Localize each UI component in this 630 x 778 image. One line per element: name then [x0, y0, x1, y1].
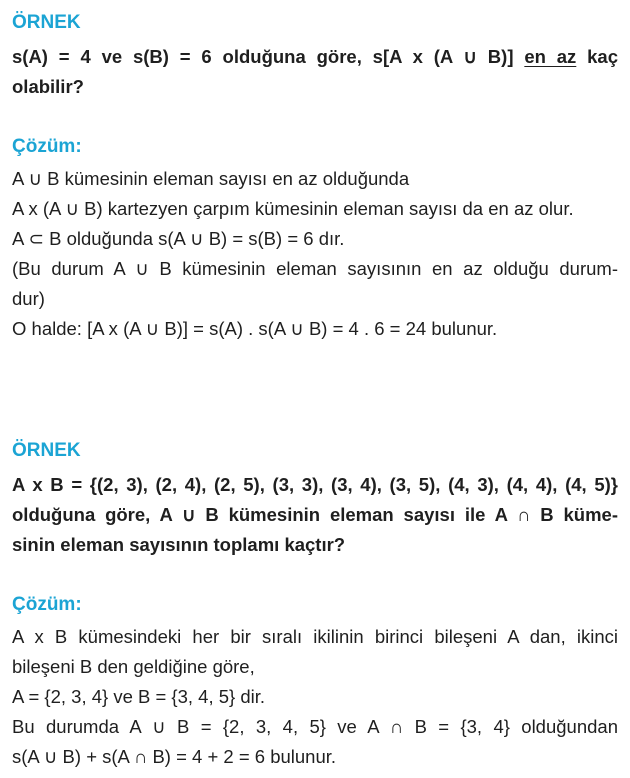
example-2-question-line: A x B = {(2, 3), (2, 4), (2, 5), (3, 3), (3, 4), (3, 5), (4, 3), (4, 4), (4, 5)} — [12, 474, 618, 495]
example-1-heading: ÖRNEK — [12, 12, 81, 33]
example-1-question-text-end: kaç — [587, 46, 619, 67]
example-2-solution-line: bileşeni B den geldiğine göre, — [12, 656, 255, 677]
example-1-question-line-2: olabilir? — [12, 76, 84, 97]
example-1-solution-line: A ⊂ B olduğunda s(A ∪ B) = s(B) = 6 dır. — [12, 228, 345, 249]
example-2-question-line: sinin eleman sayısının toplamı kaçtır? — [12, 534, 346, 555]
example-1-solution-line: A ∪ B kümesinin eleman sayısı en az olduğunda — [12, 168, 410, 189]
example-2-heading: ÖRNEK — [12, 440, 81, 461]
example-1-question-line-1 — [12, 46, 618, 68]
example-2-solution-line: Bu durumda A ∪ B = {2, 3, 4, 5} ve A ∩ B = {3, 4} olduğundan — [12, 716, 618, 737]
example-2-solution-line: s(A ∪ B) + s(A ∩ B) = 4 + 2 = 6 bulunur. — [12, 746, 337, 767]
example-1-solution-line: A x (A ∪ B) kartezyen çarpım kümesinin eleman sayısı da en az olur. — [12, 198, 574, 219]
example-1-solution-line: (Bu durum A ∪ B kümesinin eleman sayısının en az olduğu durum- — [12, 258, 618, 279]
example-1-solution-line: O halde: [A x (A ∪ B)] = s(A) . s(A ∪ B) = 4 . 6 = 24 bulunur. — [12, 318, 498, 339]
example-2-solution-heading: Çözüm: — [12, 594, 82, 615]
example-1-solution-heading: Çözüm: — [12, 136, 82, 157]
example-2-solution-line: A x B kümesindeki her bir sıralı ikilinin birinci bileşeni A dan, ikinci — [12, 626, 618, 647]
example-1-solution-line: dur) — [12, 288, 45, 309]
example-2-solution-line: A = {2, 3, 4} ve B = {3, 4, 5} dir. — [12, 686, 266, 707]
example-1-underlined-phrase: en az — [524, 46, 577, 67]
example-2-question-line: olduğuna göre, A ∪ B kümesinin eleman sayısı ile A ∩ B küme- — [12, 504, 618, 525]
example-1-question-text: s(A) = 4 ve s(B) = 6 olduğuna göre, s[A x (A ∪ B)] — [12, 46, 514, 67]
